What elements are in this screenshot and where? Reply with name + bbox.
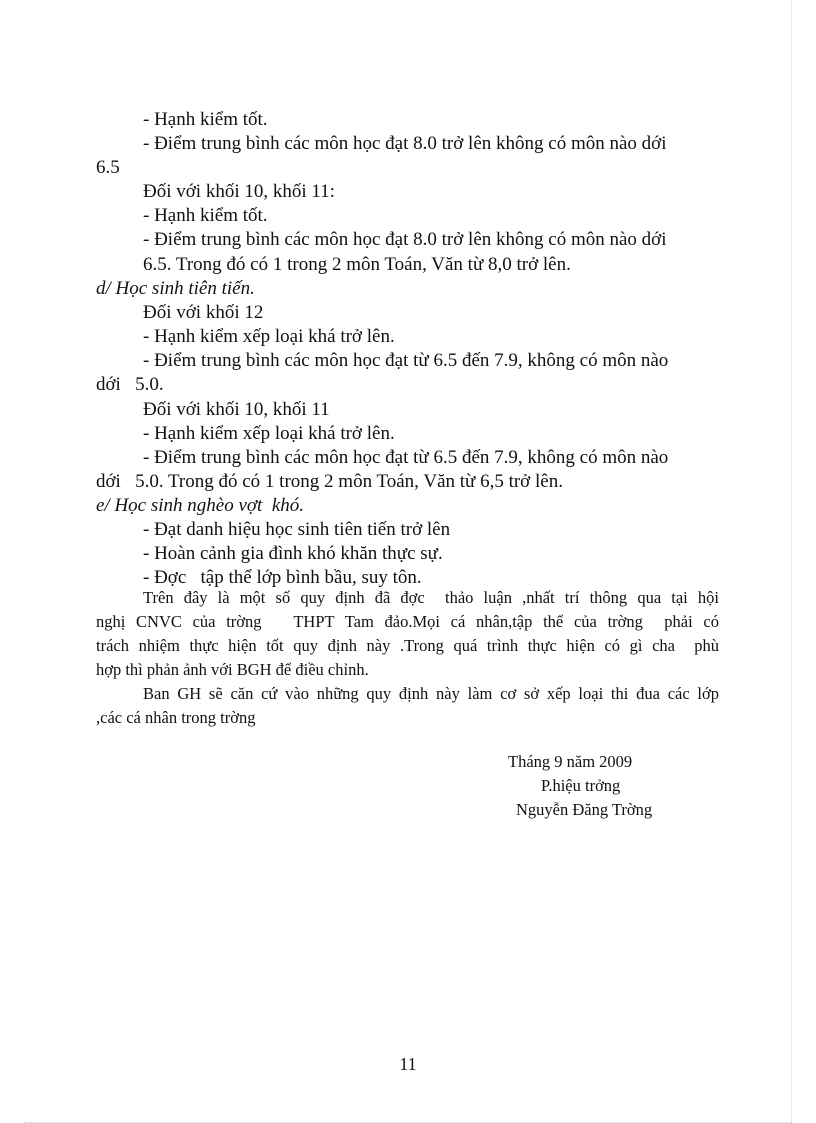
criteria-class-nomination: - Đợc tập thể lớp bình bầu, suy tôn. (143, 567, 422, 588)
criteria-average-score: - Điểm trung bình các môn học đạt 8.0 trở lên không có môn nào dới (143, 229, 667, 250)
closing-paragraph-line: nghị CNVC của trờng THPT Tam đảo.Mọi cá nhân,tập thể của trờng phải có (96, 612, 719, 631)
page-number: 11 (399, 1054, 417, 1074)
subheading-grade-12: Đối với khối 12 (143, 302, 264, 323)
board-paragraph-line-last: ,các cá nhân trong trờng (96, 708, 256, 727)
signature-title: P.hiệu trởng (541, 776, 621, 795)
margin-guide-right (791, 0, 792, 1123)
criteria-conduct-fair: - Hạnh kiểm xếp loại khá trở lên. (143, 423, 395, 444)
closing-paragraph-line: Trên đây là một số quy định đã đợc thảo luận ,nhất trí thông qua tại hội (143, 588, 719, 607)
criteria-average-score-range: - Điểm trung bình các môn học đạt từ 6.5 đến 7.9, không có môn nào (143, 350, 669, 371)
criteria-conduct-good: - Hạnh kiểm tốt. (143, 205, 268, 226)
criteria-average-score-range-cont: dới 5.0. Trong đó có 1 trong 2 môn Toán, Văn từ 6,5 trở lên. (96, 471, 563, 492)
subheading-grade-10-11: Đối với khối 10, khối 11 (143, 399, 330, 420)
criteria-average-score-cont: 6.5 (96, 157, 120, 178)
criteria-title-advanced: - Đạt danh hiệu học sinh tiên tiến trở lên (143, 519, 451, 540)
signature-name: Nguyễn Đăng Trờng (516, 800, 653, 819)
signature-date: Tháng 9 năm 2009 (508, 752, 633, 771)
criteria-average-score-cont: 6.5. Trong đó có 1 trong 2 môn Toán, Văn từ 8,0 trở lên. (143, 254, 571, 275)
criteria-average-score: - Điểm trung bình các môn học đạt 8.0 trở lên không có môn nào dới (143, 133, 667, 154)
criteria-average-score-range-cont: dới 5.0. (96, 374, 164, 395)
closing-paragraph-line: trách nhiệm thực hiện tốt quy định này .Trong quá trình thực hiện có gì cha phù (96, 636, 719, 655)
criteria-conduct-fair: - Hạnh kiểm xếp loại khá trở lên. (143, 326, 395, 347)
section-heading-poor-students: e/ Học sinh nghèo vợt khó. (96, 495, 305, 516)
criteria-family-hardship: - Hoàn cảnh gia đình khó khăn thực sự. (143, 543, 443, 564)
criteria-average-score-range: - Điểm trung bình các môn học đạt từ 6.5 đến 7.9, không có môn nào (143, 447, 669, 468)
board-paragraph-line: Ban GH sẽ căn cứ vào những quy định này làm cơ sở xếp loại thi đua các lớp (143, 684, 719, 703)
closing-paragraph-line-last: hợp thì phản ảnh với BGH để điều chỉnh. (96, 660, 369, 679)
criteria-conduct-good: - Hạnh kiểm tốt. (143, 109, 268, 130)
subheading-grade-10-11: Đối với khối 10, khối 11: (143, 181, 335, 202)
section-heading-advanced-students: d/ Học sinh tiên tiến. (96, 278, 255, 299)
